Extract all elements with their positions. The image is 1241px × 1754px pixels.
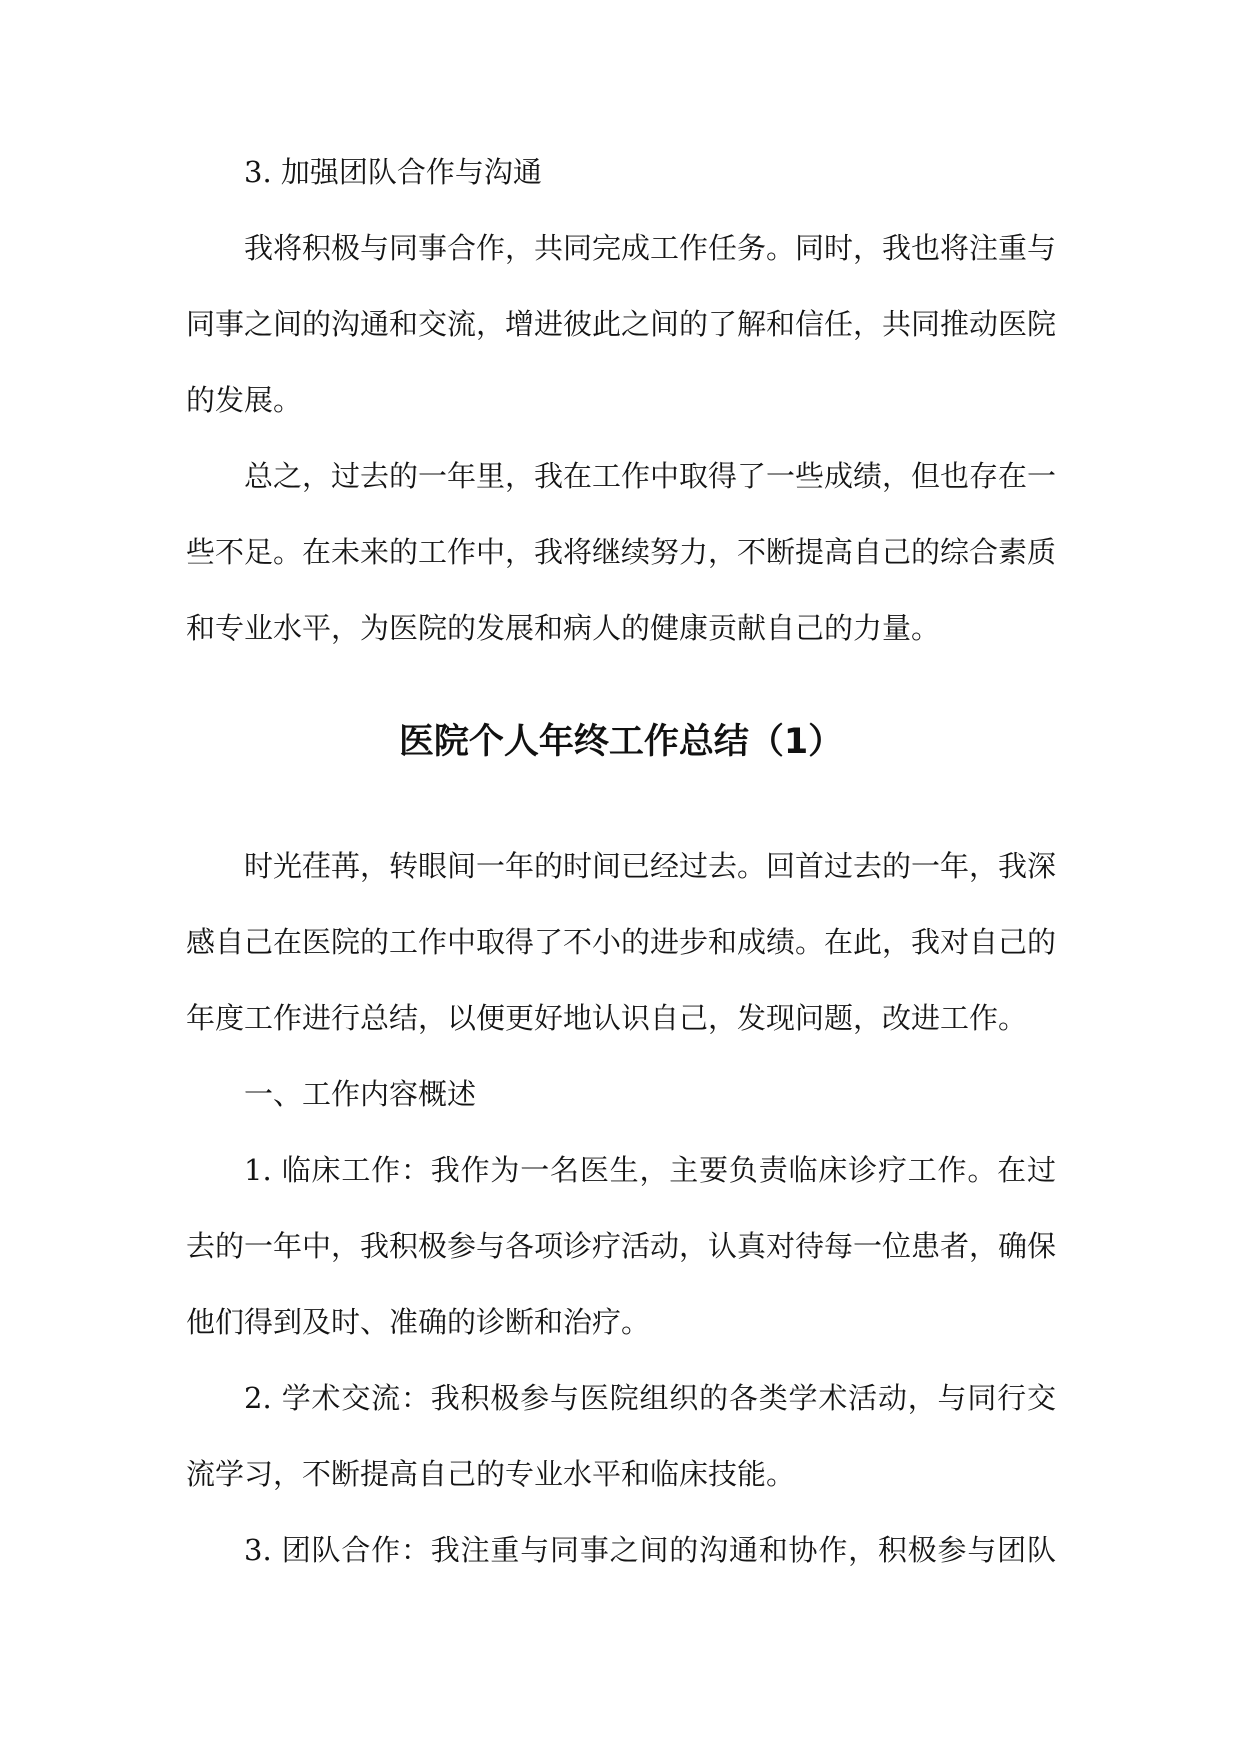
item1-paragraph bbox=[186, 1132, 1056, 1360]
section-heading: 一、工作内容概述 bbox=[244, 1077, 477, 1111]
item3-body-paragraph bbox=[186, 210, 1056, 438]
paragraph-line: 1. 临床工作：我作为一名医生，主要负责临床诊疗工作。在过 bbox=[244, 1153, 1056, 1187]
item3-paragraph bbox=[186, 1512, 1056, 1588]
paragraph-line: 时光荏苒，转眼间一年的时间已经过去。回首过去的一年，我深 bbox=[244, 849, 1057, 883]
paragraph-line: 的发展。 bbox=[186, 383, 303, 417]
paragraph-line: 感自己在医院的工作中取得了不小的进步和成绩。在此，我对自己的 bbox=[186, 925, 1057, 959]
paragraph-line: 他们得到及时、准确的诊断和治疗。 bbox=[186, 1305, 651, 1339]
intro-paragraph bbox=[186, 828, 1056, 1056]
conclusion-paragraph bbox=[186, 438, 1056, 666]
document-title: 医院个人年终工作总结（1） bbox=[398, 722, 844, 762]
document-body bbox=[186, 134, 1056, 1588]
item3-heading-paragraph bbox=[186, 134, 1056, 210]
paragraph-line: 3. 团队合作：我注重与同事之间的沟通和协作，积极参与团队 bbox=[244, 1533, 1056, 1567]
paragraph-line: 流学习，不断提高自己的专业水平和临床技能。 bbox=[186, 1457, 796, 1491]
paragraph-line: 去的一年中，我积极参与各项诊疗活动，认真对待每一位患者，确保 bbox=[186, 1229, 1057, 1263]
paragraph-line: 2. 学术交流：我积极参与医院组织的各类学术活动，与同行交 bbox=[244, 1381, 1056, 1415]
paragraph-line: 我将积极与同事合作，共同完成工作任务。同时，我也将注重与 bbox=[244, 231, 1057, 265]
item2-paragraph bbox=[186, 1360, 1056, 1512]
paragraph-line: 些不足。在未来的工作中，我将继续努力，不断提高自己的综合素质 bbox=[186, 535, 1057, 569]
paragraph-line: 年度工作进行总结，以便更好地认识自己，发现问题，改进工作。 bbox=[186, 1001, 1028, 1035]
paragraph-line: 同事之间的沟通和交流，增进彼此之间的了解和信任，共同推动医院 bbox=[186, 307, 1057, 341]
section-heading-paragraph bbox=[186, 1056, 1056, 1132]
paragraph-line: 和专业水平，为医院的发展和病人的健康贡献自己的力量。 bbox=[186, 611, 941, 645]
item3-heading: 3. 加强团队合作与沟通 bbox=[244, 155, 542, 189]
paragraph-line: 总之，过去的一年里，我在工作中取得了一些成绩，但也存在一 bbox=[244, 459, 1057, 493]
